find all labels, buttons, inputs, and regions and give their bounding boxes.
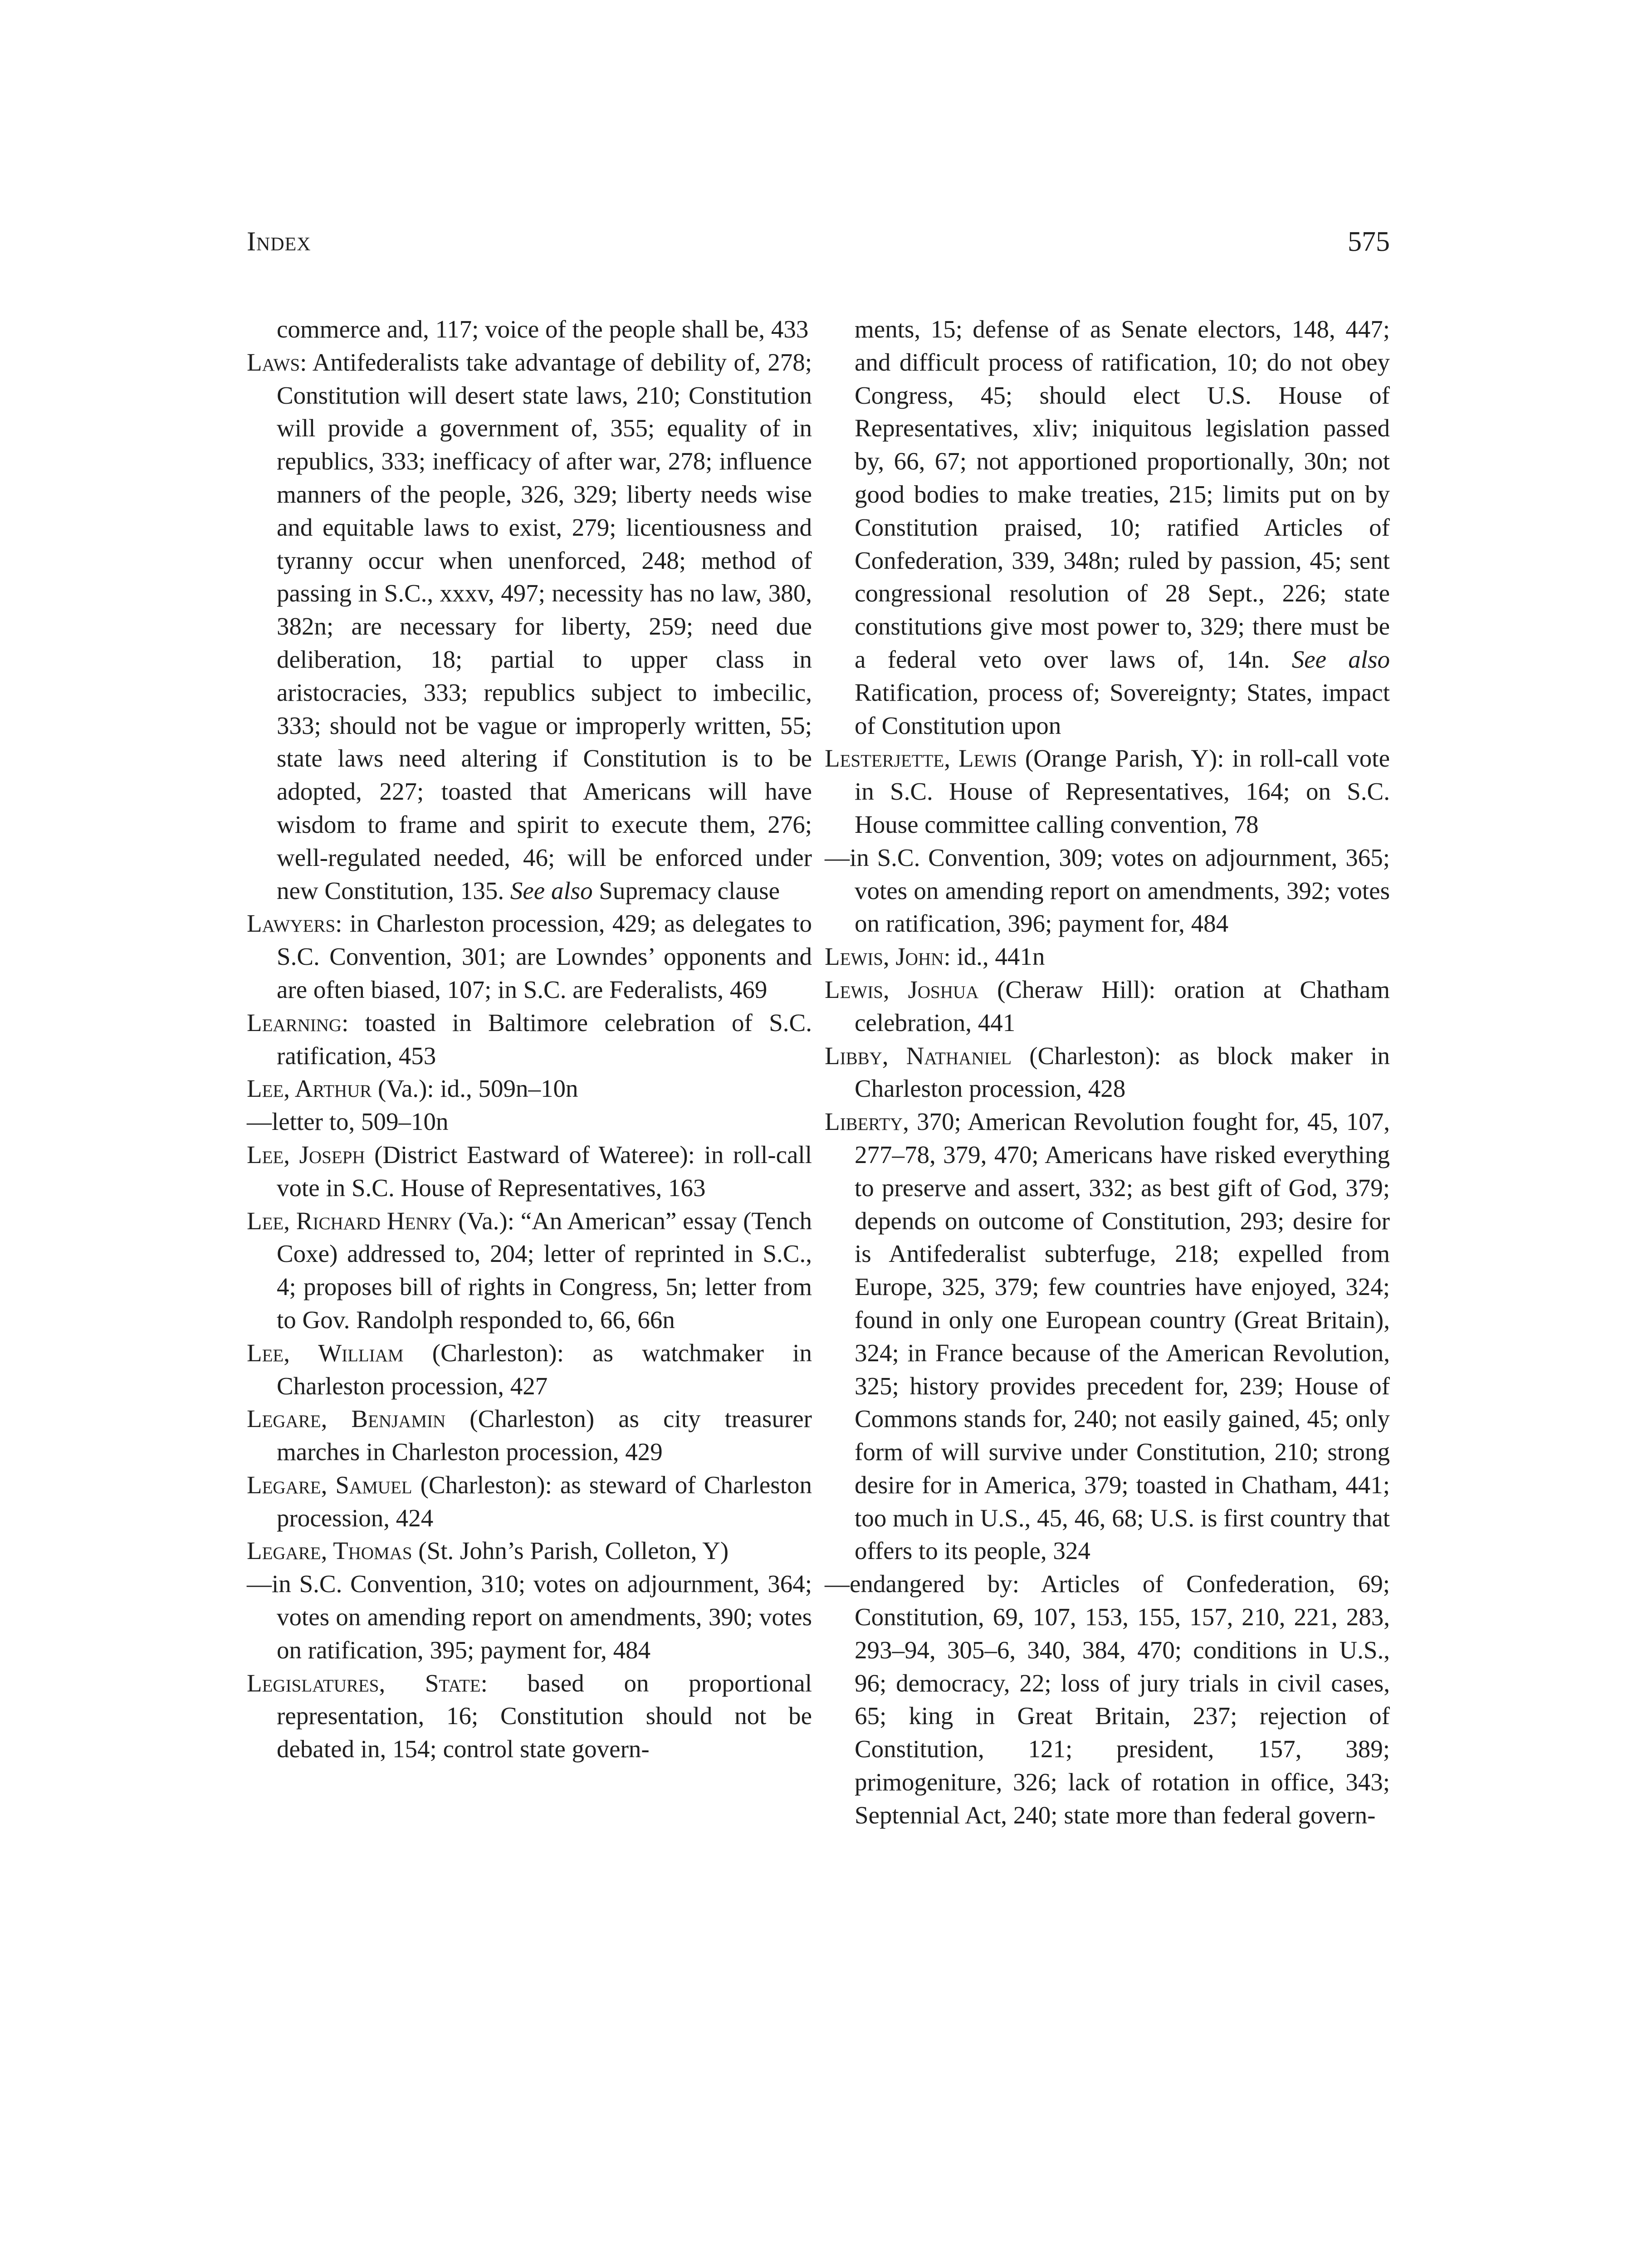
index-entry [825, 973, 1390, 1040]
index-entry-text: —endangered by: Articles of Confederation, 69; Constitution, 69, 107, 153, 155, 157, 210, 221, 283, 293–94, 305–6, 340, 384, 470; conditions in U.S., 96; democracy, 22; loss of jury trials in civil cases, 65; king in Great Britain, 237; rejection of Constitution, 121; president, 157, 389; primogeniture, 326; lack of rotation in office, 343; Septennial Act, 240; state more than federal govern- [825, 1570, 1390, 1829]
index-column-right [825, 313, 1390, 1832]
index-entry [247, 1535, 812, 1568]
index-entry-text: id., 441n [950, 943, 1045, 971]
index-headword: Libby, Nathaniel [825, 1041, 1012, 1070]
index-headword: Learning [247, 1008, 342, 1036]
index-headword: Legislatures, State [247, 1669, 481, 1697]
index-entry-text: (Charleston): as watchmaker in Charleston procession, 427 [277, 1339, 812, 1400]
index-entry-text: (St. John’s Parish, Colleton, Y) [412, 1537, 729, 1565]
index-entry-text: Antifederalists take advantage of debility of, 278; Constitution will desert state laws, 210; Constitution will provide a government of, 355; equality of in republics, 333; inefficacy of after war, 278; influence manners of the people, 326, 329; liberty needs wise and equitable laws to exist, 279; licentiousness and tyranny occur when unenforced, 248; method of passing in S.C., xxxv, 497; necessity has no law, 380, 382n; are necessary for liberty, 259; need due deliberation, 18; partial to upper class in aristocracies, 333; republics subject to imbecilic, 333; should not be vague or improperly written, 55; state laws need altering if Constitution is to be adopted, 227; toasted that Americans will have wisdom to frame and spirit to execute them, 276; well-regulated needed, 46; will be enforced under new Constitution, 135. [277, 348, 812, 904]
index-headword-punct: : [944, 943, 951, 971]
index-entry-text: (Va.): id., 509n–10n [372, 1075, 578, 1103]
see-also-label: See also [510, 876, 593, 904]
index-entry [247, 1403, 812, 1469]
see-also-target: Supremacy clause [592, 876, 780, 904]
running-title: Index [247, 226, 311, 256]
index-entry-text: in Charleston procession, 429; as delegates to S.C. Convention, 301; are Lowndes’ opponents and are often biased, 107; in S.C. are Federalists, 469 [277, 909, 812, 1003]
index-headword: Legare, Samuel [247, 1471, 412, 1499]
index-headword: Lee, Joseph [247, 1140, 365, 1168]
index-headword-punct: : [335, 909, 342, 938]
running-head [247, 226, 1390, 269]
see-also-target: Ratification, process of; Sovereignty; States, impact of Constitution upon [855, 678, 1390, 739]
index-headword: Lee, William [247, 1339, 404, 1367]
index-headword-punct: : [342, 1008, 349, 1036]
index-headword: Liberty [825, 1108, 903, 1136]
index-entry-text: (District Eastward of Wateree): in roll-call vote in S.C. House of Representatives, 163 [277, 1140, 812, 1202]
index-headword: Lewis, John [825, 943, 944, 971]
index-headword-punct: : [480, 1669, 488, 1697]
index-headword: Laws [247, 348, 300, 376]
index-headword: Lee, Richard Henry [247, 1207, 452, 1235]
index-entry-text: —letter to, 509–10n [247, 1108, 449, 1136]
page-number: 575 [1348, 226, 1390, 257]
index-entry-text: commerce and, 117; voice of the people shall be, 433 [277, 315, 809, 343]
index-entry-text: (Cheraw Hill): oration at Chatham celebration, 441 [855, 975, 1390, 1036]
index-entry-text: (Charleston): as block maker in Charleston procession, 428 [855, 1041, 1390, 1103]
index-subentry [247, 1105, 812, 1139]
index-entry [247, 1667, 812, 1766]
index-entry [247, 346, 812, 908]
index-entry [247, 907, 812, 1006]
index-entry [825, 1105, 1390, 1568]
index-entry-text: (Charleston): as steward of Charleston procession, 424 [277, 1471, 812, 1532]
index-entry-text: 370; American Revolution fought for, 45, 107, 277–78, 379, 470; Americans have risked everything to preserve and assert, 332; as best gift of God, 379; depends on outcome of Constitution, 293; desire for is Antifederalist subterfuge, 218; expelled from Europe, 325, 379; few countries have enjoyed, 324; found in only one European country (Great Britain), 324; in France because of the American Revolution, 325; history provides precedent for, 239; House of Commons stands for, 240; not easily gained, 45; only form of will survive under Constitution, 210; strong desire for in America, 379; toasted in Chatham, 441; too much in U.S., 45, 46, 68; U.S. is first country that offers to its people, 324 [855, 1108, 1390, 1565]
index-entry-text: —in S.C. Convention, 310; votes on adjournment, 364; votes on amending report on amendments, 390; votes on ratification, 395; payment for, 484 [247, 1570, 812, 1664]
index-entry [247, 1072, 812, 1105]
index-entry-text: toasted in Baltimore celebration of S.C. ratification, 453 [277, 1008, 812, 1070]
index-headword: Lewis, Joshua [825, 975, 979, 1003]
index-headword: Lesterjette, Lewis [825, 744, 1017, 772]
index-entry-text: (Va.): “An American” essay (Tench Coxe) addressed to, 204; letter of reprinted in S.C., 4; proposes bill of rights in Congress, 5n; letter from to Gov. Randolph responded to, 66, 66n [277, 1207, 812, 1334]
index-entry [825, 742, 1390, 841]
index-entry [247, 1205, 812, 1337]
index-entry-text: ments, 15; defense of as Senate electors, 148, 447; and difficult process of ratification, 10; do not obey Congress, 45; should elect U.S. House of Representatives, xliv; iniquitous legislation passed by, 66, 67; not apportioned proportionally, 30n; not good bodies to make treaties, 215; limits put on by Constitution praised, 10; ratified Articles of Confederation, 339, 348n; ruled by passion, 45; sent congressional resolution of 28 Sept., 226; state constitutions give most power to, 329; there must be a federal veto over laws of, 14n. [855, 315, 1390, 673]
index-entry [247, 1337, 812, 1403]
index-entry [825, 1040, 1390, 1106]
index-entry-text: (Orange Parish, Y): in roll-call vote in S.C. House of Representatives, 164; on S.C. House committee calling convention, 78 [855, 744, 1390, 838]
index-headword: Legare, Benjamin [247, 1405, 446, 1433]
index-continuation [825, 313, 1390, 742]
index-continuation [247, 313, 812, 346]
index-entry [247, 1469, 812, 1535]
index-column-left [247, 313, 812, 1766]
index-entry [247, 1007, 812, 1073]
index-subentry [825, 841, 1390, 940]
index-headword-punct: , [903, 1108, 909, 1136]
index-subentry [825, 1568, 1390, 1832]
index-entry [825, 940, 1390, 973]
index-subentry [247, 1568, 812, 1667]
index-entry [247, 1139, 812, 1205]
see-also-label: See also [1291, 645, 1390, 673]
index-headword: Lawyers [247, 909, 336, 938]
index-entry-text: (Charleston) as city treasurer marches in Charleston procession, 429 [277, 1405, 812, 1466]
index-entry-text: —in S.C. Convention, 309; votes on adjournment, 365; votes on amending report on amendments, 392; votes on ratification, 396; payment for, 484 [825, 843, 1390, 938]
index-headword: Lee, Arthur [247, 1075, 372, 1103]
index-entry-text: based on proportional representation, 16; Constitution should not be debated in, 154; control state govern- [277, 1669, 812, 1763]
index-headword: Legare, Thomas [247, 1537, 412, 1565]
index-headword-punct: : [300, 348, 307, 376]
